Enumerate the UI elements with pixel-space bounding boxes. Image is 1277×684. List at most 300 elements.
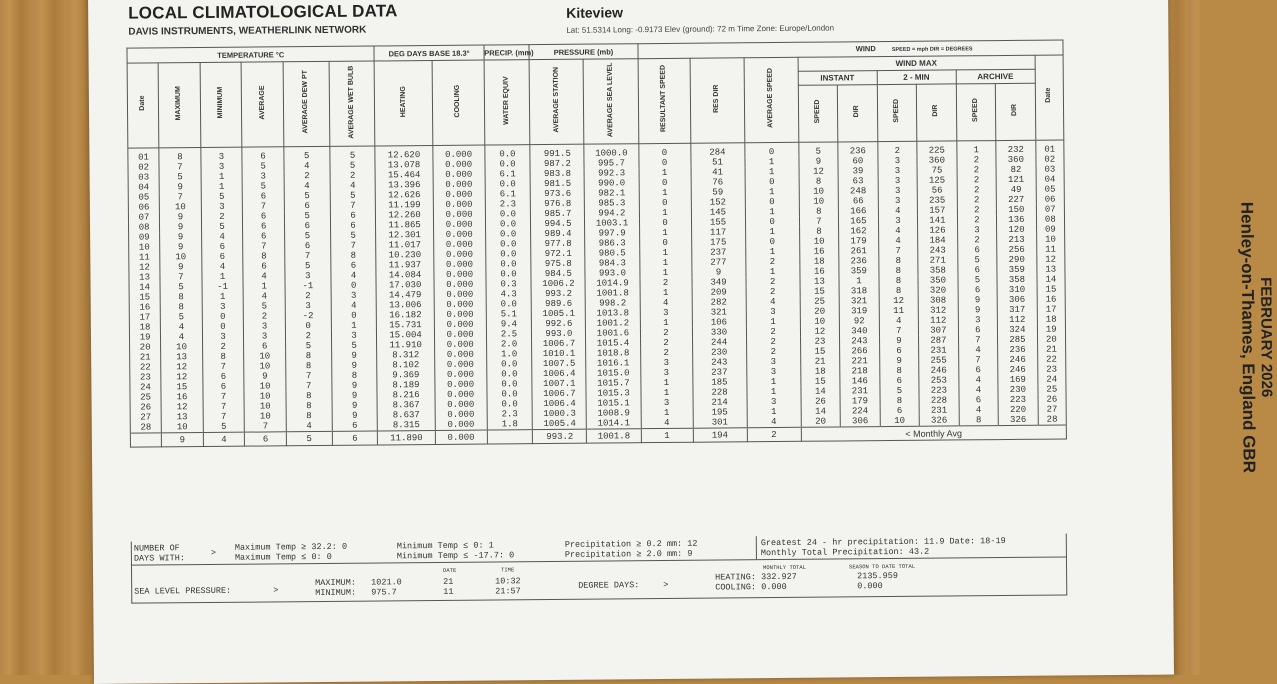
date-cell: 20 <box>130 342 161 352</box>
average-speed-cell: 3 <box>746 357 800 367</box>
date-cell: 24 <box>130 382 161 392</box>
res-dir-cell: 51 <box>690 157 744 167</box>
archive-speed-cell: 2 <box>957 195 997 205</box>
date-cell: 22 <box>130 362 161 372</box>
avg-wet-bulb-cell: 5 <box>330 230 376 240</box>
climatological-report-sheet <box>88 0 1276 684</box>
archive-speed-cell: 4 <box>959 375 999 385</box>
cooling-cell: 0.000 <box>434 330 486 340</box>
two-min-dir-cell: 56 <box>917 185 957 195</box>
degree-days-monthly: 332.927 0.000 <box>761 571 797 593</box>
date-right-cell: 17 <box>1037 304 1065 314</box>
minimum-cell: 1 <box>201 172 243 182</box>
heating-cell: 12.260 <box>376 210 433 220</box>
instant-dir-cell: 92 <box>839 316 879 326</box>
average-speed-cell: 1 <box>745 247 799 257</box>
avg-sea-level-cell: 1014.9 <box>585 278 639 288</box>
resultant-speed-cell: 3 <box>641 398 693 408</box>
date-cell: 08 <box>128 222 159 232</box>
two-min-dir-cell: 112 <box>918 315 958 325</box>
average-speed-cell: 2 <box>746 287 800 297</box>
avg-sea-level-cell: 982.1 <box>585 188 639 198</box>
average-speed-cell: 2 <box>746 337 800 347</box>
average-cell: 6 <box>243 261 285 271</box>
avg-sea-level-cell: 1016.1 <box>586 358 640 368</box>
heating-cell: 13.396 <box>376 180 433 190</box>
date-right-cell: 26 <box>1038 394 1066 404</box>
avg-dew-pt-cell: 6 <box>284 201 330 211</box>
archive-dir-cell: 232 <box>996 140 1036 155</box>
avg-dew-pt-cell: -2 <box>285 311 331 321</box>
average-cell: 6 <box>243 221 285 231</box>
two-min-speed-cell: 4 <box>878 236 918 246</box>
two-min-speed-cell: 9 <box>879 336 919 346</box>
heating-cell: 10.230 <box>376 250 433 260</box>
average-speed-cell: 0 <box>744 142 798 157</box>
avg-dew-pt-cell: 4 <box>286 421 332 432</box>
average-speed-cell: 1 <box>746 317 800 327</box>
instant-speed-cell: 10 <box>799 236 839 246</box>
res-dir-cell: 9 <box>691 267 745 277</box>
avg-dew-pt-cell: 8 <box>286 391 332 401</box>
avg-dew-pt-avg-cell: 5 <box>286 431 332 445</box>
res-dir-cell: 152 <box>691 197 745 207</box>
two-min-dir-cell: 326 <box>919 415 959 426</box>
two-min-speed-cell: 7 <box>878 246 918 256</box>
maximum-cell: 9 <box>159 182 201 192</box>
resultant-speed-cell: 1 <box>640 378 692 388</box>
max-temp-counts: Maximum Temp ≥ 32.2: 0 Maximum Temp ≤ 0: 0 <box>234 541 348 563</box>
avg-sea-level-cell: 1003.1 <box>585 218 639 228</box>
heating-cell: 15.731 <box>377 320 434 330</box>
date-right-cell: 09 <box>1036 224 1064 234</box>
instant-dir-cell: 179 <box>839 236 879 246</box>
maximum-cell: 5 <box>160 282 202 292</box>
avg-dew-pt-cell: 4 <box>284 161 330 171</box>
two-min-dir-cell: 141 <box>918 215 958 225</box>
archive-dir-cell: 359 <box>997 265 1037 275</box>
avg-station-cell: 1006.7 <box>532 389 586 399</box>
two-min-speed-cell: 4 <box>878 206 918 216</box>
two-min-dir-cell: 184 <box>918 235 958 245</box>
two-min-speed-cell: 3 <box>878 216 918 226</box>
water-equiv-cell: 0.0 <box>485 249 531 259</box>
cooling-cell: 0.000 <box>434 300 486 310</box>
avg-wet-bulb-cell: 7 <box>330 240 376 250</box>
instant-dir-cell: 318 <box>839 286 879 296</box>
average-cell: 3 <box>242 171 284 181</box>
two-min-speed-cell: 6 <box>880 376 920 386</box>
water-equiv-cell: 0.0 <box>485 219 531 229</box>
avg-dew-pt-cell: 8 <box>286 351 332 361</box>
water-equiv-cell: 2.0 <box>486 339 532 349</box>
average-speed-cell: 1 <box>745 187 799 197</box>
minimum-cell: 6 <box>203 372 245 382</box>
avg-station-cell: 984.5 <box>531 269 585 279</box>
date-right-cell: 01 <box>1035 140 1063 155</box>
archive-dir-cell: 136 <box>997 215 1037 225</box>
average-cell: 3 <box>244 321 286 331</box>
two-min-speed-cell: 3 <box>878 166 918 176</box>
water-equiv-cell: 0.0 <box>485 209 531 219</box>
avg-sea-level-cell: 984.3 <box>585 258 639 268</box>
minimum-cell: 2 <box>201 212 243 222</box>
sea-level-pressure-label: SEA LEVEL PRESSURE: <box>134 585 232 597</box>
instant-speed-cell: 8 <box>799 176 839 186</box>
date-cell: 17 <box>129 312 160 322</box>
resultant-speed-cell: 2 <box>640 328 692 338</box>
date-right-cell: 22 <box>1037 354 1065 364</box>
date-right-cell: 08 <box>1036 214 1064 224</box>
date-col-header: Date <box>127 63 159 148</box>
avg-wet-bulb-cell: 4 <box>331 270 377 280</box>
average-cell: 6 <box>243 211 285 221</box>
archive-dir-col-header: DIR <box>995 83 1035 140</box>
avg-wet-bulb-cell: 5 <box>331 340 377 350</box>
cooling-cell: 0.000 <box>433 145 485 160</box>
date-cell: 21 <box>130 352 161 362</box>
resultant-speed-cell: 1 <box>639 258 691 268</box>
date-right-cell: 14 <box>1037 274 1065 284</box>
archive-dir-cell: 317 <box>997 305 1037 315</box>
instant-dir-cell: 319 <box>839 306 879 316</box>
average-cell: 6 <box>243 231 285 241</box>
average-speed-cell: 2 <box>746 347 800 357</box>
avg-wet-bulb-cell: 5 <box>330 190 376 200</box>
two-min-speed-cell: 8 <box>879 286 919 296</box>
avg-wet-bulb-cell: 5 <box>330 146 376 161</box>
instant-dir-col-header: DIR <box>837 85 877 142</box>
resultant-speed-cell: 2 <box>640 278 692 288</box>
avg-wet-bulb-cell: 9 <box>332 400 378 410</box>
resultant-speed-cell: 0 <box>638 143 690 158</box>
avg-dew-pt-cell: 2 <box>285 291 331 301</box>
minimum-cell: 3 <box>201 202 243 212</box>
instant-dir-cell: 66 <box>838 196 878 206</box>
res-dir-col-header: RES DIR <box>690 58 745 143</box>
average-speed-cell: 1 <box>745 267 799 277</box>
two-min-speed-cell: 8 <box>879 366 919 376</box>
resultant-speed-cell: 1 <box>639 168 691 178</box>
avg-station-cell: 992.6 <box>532 319 586 329</box>
avg-wet-bulb-cell: 9 <box>332 390 378 400</box>
instant-speed-cell: 8 <box>799 206 839 216</box>
temperature-group-header: TEMPERATURE °C <box>127 46 375 63</box>
avg-station-cell: 1006.4 <box>532 399 586 409</box>
minimum-cell: 4 <box>201 232 243 242</box>
cooling-cell: 0.000 <box>433 200 485 210</box>
date-right-cell: 02 <box>1036 154 1064 164</box>
water-equiv-cell: 0.3 <box>486 279 532 289</box>
avg-sea-level-cell: 1001.6 <box>586 328 640 338</box>
average-cell: 10 <box>244 351 286 361</box>
avg-station-cell: 993.2 <box>531 289 585 299</box>
avg-station-cell: 993.0 <box>532 329 586 339</box>
avg-wet-bulb-cell: 0 <box>331 310 377 320</box>
water-equiv-cell: 0.0 <box>486 359 532 369</box>
heating-cell: 15.004 <box>377 330 434 340</box>
two-min-dir-cell: 360 <box>917 155 957 165</box>
two-min-header: 2 - MIN <box>877 70 956 85</box>
resultant-speed-cell: 1 <box>640 288 692 298</box>
two-min-speed-cell: 4 <box>879 316 919 326</box>
avg-station-cell: 1006.7 <box>532 339 586 349</box>
archive-dir-cell: 150 <box>997 205 1037 215</box>
instant-dir-cell: 60 <box>838 156 878 166</box>
avg-sea-level-cell: 1015.3 <box>586 388 640 398</box>
minimum-col-header: MINIMUM <box>200 62 242 147</box>
avg-wet-bulb-cell: 9 <box>331 360 377 370</box>
minimum-cell: -1 <box>202 282 244 292</box>
minimum-cell: 0 <box>202 312 244 322</box>
avg-wet-bulb-cell: 8 <box>331 370 377 380</box>
avg-station-cell: 989.4 <box>531 229 585 239</box>
instant-header: INSTANT <box>798 71 877 86</box>
minimum-cell: 7 <box>203 392 245 402</box>
two-min-speed-cell: 6 <box>880 406 920 416</box>
archive-speed-cell: 6 <box>958 265 998 275</box>
minimum-cell: 5 <box>201 192 243 202</box>
date-right-cell: 15 <box>1037 284 1065 294</box>
side-title <box>1236 127 1277 547</box>
average-avg-cell: 6 <box>245 432 287 446</box>
avg-wet-bulb-cell: 6 <box>332 420 378 431</box>
instant-dir-cell: 306 <box>840 416 880 427</box>
sea-level-arrow: > <box>273 585 279 596</box>
resultant-speed-cell: 3 <box>640 358 692 368</box>
avg-wet-bulb-cell: 4 <box>330 180 376 190</box>
date-cell: 27 <box>130 412 161 422</box>
resultant-speed-cell: 1 <box>641 408 693 418</box>
avg-station-cell: 1007.1 <box>532 379 586 389</box>
avg-dew-pt-cell: 0 <box>285 321 331 331</box>
average-cell: 5 <box>244 301 286 311</box>
resultant-speed-cell: 2 <box>640 338 692 348</box>
avg-sea-level-cell: 1015.0 <box>586 368 640 378</box>
instant-speed-cell: 25 <box>800 296 840 306</box>
two-min-dir-cell: 271 <box>918 255 958 265</box>
avg-sea-level-cell: 980.5 <box>585 248 639 258</box>
instant-speed-col-header: SPEED <box>798 85 838 142</box>
instant-dir-cell: 321 <box>839 296 879 306</box>
two-min-speed-cell: 8 <box>879 266 919 276</box>
average-cell: 7 <box>245 421 287 432</box>
water-equiv-cell: 0.0 <box>484 145 530 160</box>
maximum-cell: 9 <box>160 222 202 232</box>
archive-speed-cell: 6 <box>957 245 997 255</box>
pressure-max-min-values: 1021.0 975.7 <box>371 577 402 598</box>
avg-station-cell: 1005.1 <box>532 309 586 319</box>
average-cell: 7 <box>243 241 285 251</box>
avg-dew-pt-cell: 6 <box>285 241 331 251</box>
water-equiv-cell: 2.3 <box>487 409 533 419</box>
monthly-total-header: MONTHLY TOTAL <box>763 563 806 572</box>
water-equiv-cell: 0.0 <box>485 239 531 249</box>
heating-cell: 9.369 <box>377 370 434 380</box>
maximum-cell: 8 <box>159 148 201 163</box>
avg-wet-bulb-cell: 5 <box>330 160 376 170</box>
avg-sea-level-col-header: AVERAGE SEA LEVEL <box>584 59 639 144</box>
maximum-cell: 8 <box>160 292 202 302</box>
avg-sea-level-cell: 990.0 <box>585 178 639 188</box>
res-dir-cell: 106 <box>692 317 746 327</box>
minimum-cell: 3 <box>202 332 244 342</box>
two-min-speed-cell: 5 <box>880 386 920 396</box>
heating-avg-cell: 11.890 <box>378 430 435 444</box>
avg-station-cell: 975.8 <box>531 259 585 269</box>
avg-sea-level-avg-cell: 1001.8 <box>587 429 641 443</box>
avg-sea-level-cell: 1001.8 <box>586 288 640 298</box>
avg-station-cell: 1006.4 <box>532 369 586 379</box>
instant-speed-cell: 21 <box>800 356 840 366</box>
water-equiv-cell: 6.1 <box>485 169 531 179</box>
two-min-speed-cell: 3 <box>878 176 918 186</box>
resultant-speed-avg-cell: 1 <box>641 428 693 442</box>
two-min-dir-cell: 225 <box>917 141 957 156</box>
date-cell: 01 <box>128 148 159 163</box>
instant-speed-cell: 13 <box>800 276 840 286</box>
avg-wet-bulb-cell: 9 <box>332 410 378 420</box>
average-speed-cell: 1 <box>745 227 799 237</box>
water-equiv-cell: 0.0 <box>487 389 533 399</box>
average-speed-col-header: AVERAGE SPEED <box>744 57 799 142</box>
average-cell: 9 <box>244 371 286 381</box>
resultant-speed-cell: 3 <box>640 308 692 318</box>
minimum-cell: 5 <box>203 422 245 433</box>
avg-wet-bulb-cell: 3 <box>331 290 377 300</box>
resultant-speed-cell: 4 <box>641 418 693 429</box>
cooling-cell: 0.000 <box>433 210 485 220</box>
cooling-cell: 0.000 <box>435 410 487 420</box>
cooling-cell: 0.000 <box>433 230 485 240</box>
avg-sea-level-cell: 992.3 <box>585 168 639 178</box>
precip-group-header: PRECIP. (mm) <box>484 45 530 60</box>
instant-dir-cell: 224 <box>840 406 880 416</box>
maximum-cell: 7 <box>159 192 201 202</box>
archive-speed-cell: 5 <box>958 275 998 285</box>
instant-speed-cell: 7 <box>799 216 839 226</box>
avg-sea-level-cell: 986.3 <box>585 238 639 248</box>
maximum-cell: 7 <box>160 272 202 282</box>
instant-speed-cell: 15 <box>800 286 840 296</box>
heating-cell: 13.006 <box>377 300 434 310</box>
min-temp-counts: Minimum Temp ≤ 0: 1 Minimum Temp ≤ -17.7: 0 <box>396 540 515 562</box>
two-min-dir-cell: 308 <box>918 295 958 305</box>
date-cell: 19 <box>129 332 160 342</box>
two-min-dir-cell: 231 <box>919 345 959 355</box>
two-min-dir-cell: 350 <box>918 275 958 285</box>
degree-days-arrow: > <box>663 579 669 591</box>
maximum-cell: 5 <box>160 312 202 322</box>
avg-wet-bulb-cell: 8 <box>330 250 376 260</box>
archive-speed-cell: 5 <box>957 255 997 265</box>
wind-units: SPEED = mph DIR = DEGREES <box>891 45 973 53</box>
instant-speed-cell: 20 <box>800 306 840 316</box>
instant-speed-cell: 26 <box>801 396 841 406</box>
avg-station-cell: 976.8 <box>531 199 585 209</box>
res-dir-cell: 243 <box>692 357 746 367</box>
maximum-cell: 4 <box>161 322 203 332</box>
archive-dir-cell: 220 <box>998 405 1038 415</box>
avg-dew-pt-cell: 5 <box>284 191 330 201</box>
avg-station-cell: 983.8 <box>530 169 584 179</box>
archive-speed-cell: 3 <box>958 315 998 325</box>
maximum-cell: 10 <box>160 252 202 262</box>
date-cell: 26 <box>130 402 161 412</box>
average-speed-cell: 0 <box>745 237 799 247</box>
maximum-cell: 16 <box>161 392 203 402</box>
water-equiv-cell: 0.0 <box>487 399 533 409</box>
res-dir-cell: 301 <box>693 417 747 428</box>
avg-station-cell: 981.5 <box>531 179 585 189</box>
avg-wet-bulb-cell: 2 <box>330 170 376 180</box>
avg-sea-level-cell: 993.0 <box>585 268 639 278</box>
maximum-cell: 15 <box>161 382 203 392</box>
heating-cell: 8.367 <box>378 400 435 410</box>
archive-speed-cell: 7 <box>958 335 998 345</box>
avg-wet-bulb-cell: 4 <box>331 300 377 310</box>
heating-cell: 17.030 <box>376 280 433 290</box>
instant-dir-cell: 359 <box>839 266 879 276</box>
heating-cooling-labels: HEATING: COOLING: <box>715 572 757 593</box>
avg-dew-pt-cell: 2 <box>284 171 330 181</box>
date-right-cell: 28 <box>1038 414 1066 425</box>
res-dir-cell: 277 <box>691 257 745 267</box>
res-dir-cell: 230 <box>692 347 746 357</box>
pressure-time-header: TIME <box>501 566 515 574</box>
average-cell: 10 <box>244 361 286 371</box>
res-dir-cell: 282 <box>692 297 746 307</box>
instant-dir-cell: 146 <box>840 376 880 386</box>
avg-wet-bulb-cell: 6 <box>330 210 376 220</box>
two-min-dir-cell: 157 <box>918 205 958 215</box>
average-speed-cell: 3 <box>746 307 800 317</box>
cooling-cell: 0.000 <box>433 190 485 200</box>
cooling-cell: 0.000 <box>433 220 485 230</box>
instant-speed-cell: 9 <box>799 156 839 166</box>
average-speed-cell: 2 <box>746 277 800 287</box>
resultant-speed-cell: 1 <box>639 208 691 218</box>
avg-dew-pt-cell: 7 <box>286 371 332 381</box>
average-speed-cell: 3 <box>746 367 800 377</box>
two-min-dir-cell: 243 <box>918 245 958 255</box>
instant-speed-cell: 18 <box>800 366 840 376</box>
instant-speed-cell: 10 <box>800 316 840 326</box>
res-dir-cell: 117 <box>691 227 745 237</box>
instant-speed-cell: 8 <box>799 226 839 236</box>
date-cell: 07 <box>128 212 159 222</box>
instant-dir-cell: 162 <box>839 226 879 236</box>
avg-dew-pt-cell: 3 <box>285 301 331 311</box>
res-dir-avg-cell: 194 <box>693 428 747 442</box>
res-dir-cell: 155 <box>691 217 745 227</box>
water-equiv-cell: 1.8 <box>487 419 533 430</box>
two-min-speed-cell: 7 <box>879 326 919 336</box>
average-cell: 6 <box>242 147 284 162</box>
date-cell: 02 <box>128 162 159 172</box>
two-min-dir-cell: 75 <box>917 165 957 175</box>
date-cell: 14 <box>129 282 160 292</box>
date-right-cell: 03 <box>1036 164 1064 174</box>
average-cell: 6 <box>243 191 285 201</box>
cooling-cell: 0.000 <box>433 160 485 170</box>
res-dir-cell: 41 <box>691 167 745 177</box>
cooling-cell: 0.000 <box>434 270 486 280</box>
instant-dir-cell: 63 <box>838 176 878 186</box>
res-dir-cell: 214 <box>693 397 747 407</box>
avg-dew-pt-cell: 8 <box>286 411 332 421</box>
archive-dir-cell: 256 <box>997 245 1037 255</box>
